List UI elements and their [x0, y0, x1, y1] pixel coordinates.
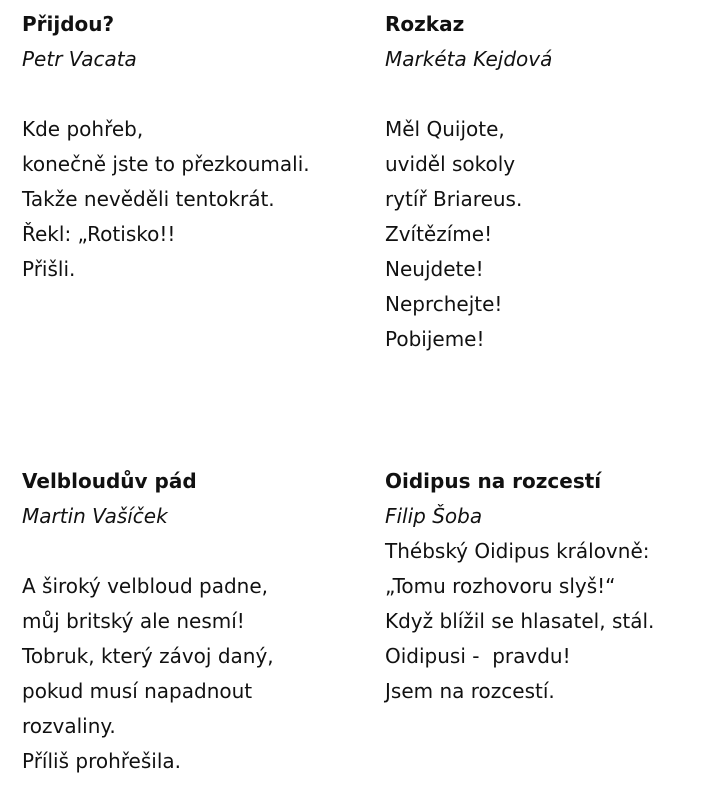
poem-line: uviděl sokoly [385, 152, 516, 176]
poem-line: Přišli. [22, 257, 76, 281]
poem-line: Oidipusi - pravdu! [385, 644, 571, 668]
poem-line: můj britský ale nesmí! [22, 609, 245, 633]
poem-author: Filip Šoba [385, 504, 483, 528]
poem-title: Velbloudův pád [22, 469, 197, 493]
poem-line: Neprchejte! [385, 292, 503, 316]
poem-line: Měl Quijote, [385, 117, 505, 141]
poem-block [385, 464, 712, 709]
stanza-gap [22, 77, 352, 112]
poem-line: A široký velbloud padne, [22, 574, 268, 598]
poem-title: Rozkaz [385, 12, 465, 36]
stanza-gap [22, 534, 352, 569]
poem-line: Řekl: „Rotisko!! [22, 222, 176, 246]
poem-block [22, 7, 352, 287]
poem-line: Kde pohřeb, [22, 117, 144, 141]
poem-line: „Tomu rozhovoru slyš!“ [385, 574, 616, 598]
poem-line: konečně jste to přezkoumali. [22, 152, 310, 176]
poem-line: Tobruk, který závoj daný, [22, 644, 274, 668]
poem-line: Pobijeme! [385, 327, 485, 351]
poem-line: Takže nevěděli tentokrát. [22, 187, 275, 211]
poem-author: Petr Vacata [22, 47, 137, 71]
poem-title: Přijdou? [22, 12, 115, 36]
poem-line: pokud musí napadnout [22, 679, 253, 703]
poem-block [385, 7, 712, 357]
poem-block [22, 464, 352, 779]
poem-title: Oidipus na rozcestí [385, 469, 602, 493]
poem-line: rozvaliny. [22, 714, 116, 738]
stanza-gap [385, 77, 712, 112]
poem-line: Zvítězíme! [385, 222, 493, 246]
poem-line: Když blížil se hlasatel, stál. [385, 609, 655, 633]
poem-author: Markéta Kejdová [385, 47, 553, 71]
poem-line: Jsem na rozcestí. [385, 679, 555, 703]
poem-line: rytíř Briareus. [385, 187, 523, 211]
poem-line: Příliš prohřešila. [22, 749, 182, 773]
poem-line: Neujdete! [385, 257, 484, 281]
poem-author: Martin Vašíček [22, 504, 168, 528]
poem-line: Thébský Oidipus královně: [385, 539, 650, 563]
